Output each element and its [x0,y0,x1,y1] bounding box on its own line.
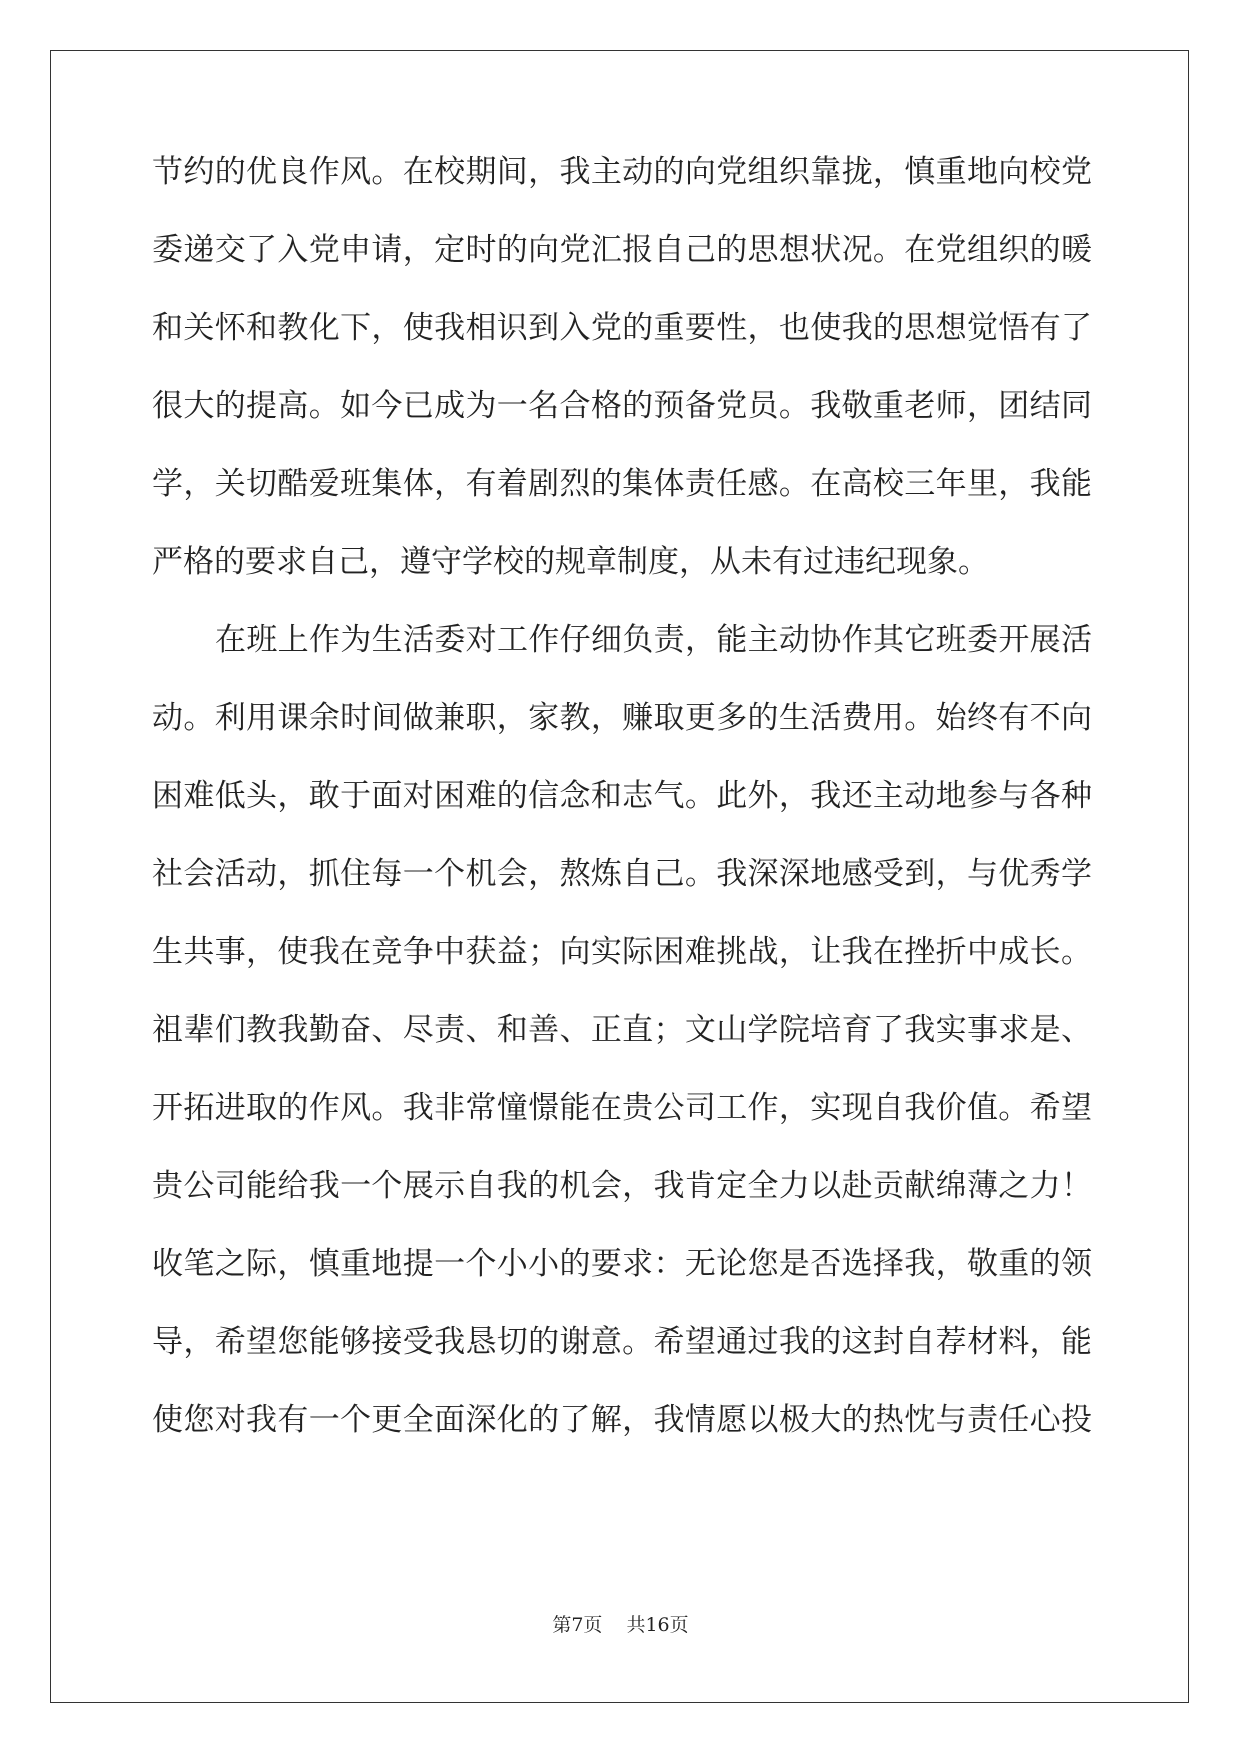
text-line: 使您对我有一个更全面深化的了解，我情愿以极大的热忱与责任心投 [152,1402,1092,1438]
text-line: 动。利用课余时间做兼职，家教，赚取更多的生活费用。始终有不向 [152,700,1092,736]
total-pages: 共16页 [626,1614,689,1636]
page-number: 第7页 [552,1614,603,1636]
text-line: 生共事，使我在竞争中获益；向实际困难挑战，让我在挫折中成长。 [152,934,1092,970]
text-line: 导，希望您能够接受我恳切的谢意。希望通过我的这封自荐材料，能 [152,1324,1092,1360]
page-footer [0,1610,1241,1637]
text-line: 贵公司能给我一个展示自我的机会，我肯定全力以赴贡献绵薄之力！ [152,1168,1092,1204]
text-line: 委递交了入党申请，定时的向党汇报自己的思想状况。在党组织的暖 [152,232,1092,268]
text-line: 收笔之际，慎重地提一个小小的要求：无论您是否选择我，敬重的领 [152,1246,1092,1282]
text-line: 学，关切酷爱班集体，有着剧烈的集体责任感。在高校三年里，我能 [152,466,1092,502]
text-line: 节约的优良作风。在校期间，我主动的向党组织靠拢，慎重地向校党 [152,154,1092,190]
text-line: 社会活动，抓住每一个机会，熬炼自己。我深深地感受到，与优秀学 [152,856,1092,892]
text-line: 和关怀和教化下，使我相识到入党的重要性，也使我的思想觉悟有了 [152,310,1092,346]
text-line: 祖辈们教我勤奋、尽责、和善、正直；文山学院培育了我实事求是、 [152,1012,1092,1048]
text-line: 严格的要求自己，遵守学校的规章制度，从未有过违纪现象。 [152,544,989,580]
text-line: 在班上作为生活委对工作仔细负责，能主动协作其它班委开展活 [215,622,1092,658]
text-line: 开拓进取的作风。我非常憧憬能在贵公司工作，实现自我价值。希望 [152,1090,1092,1126]
text-line: 很大的提高。如今已成为一名合格的预备党员。我敬重老师，团结同 [152,388,1092,424]
text-line: 困难低头，敢于面对困难的信念和志气。此外，我还主动地参与各种 [152,778,1092,814]
